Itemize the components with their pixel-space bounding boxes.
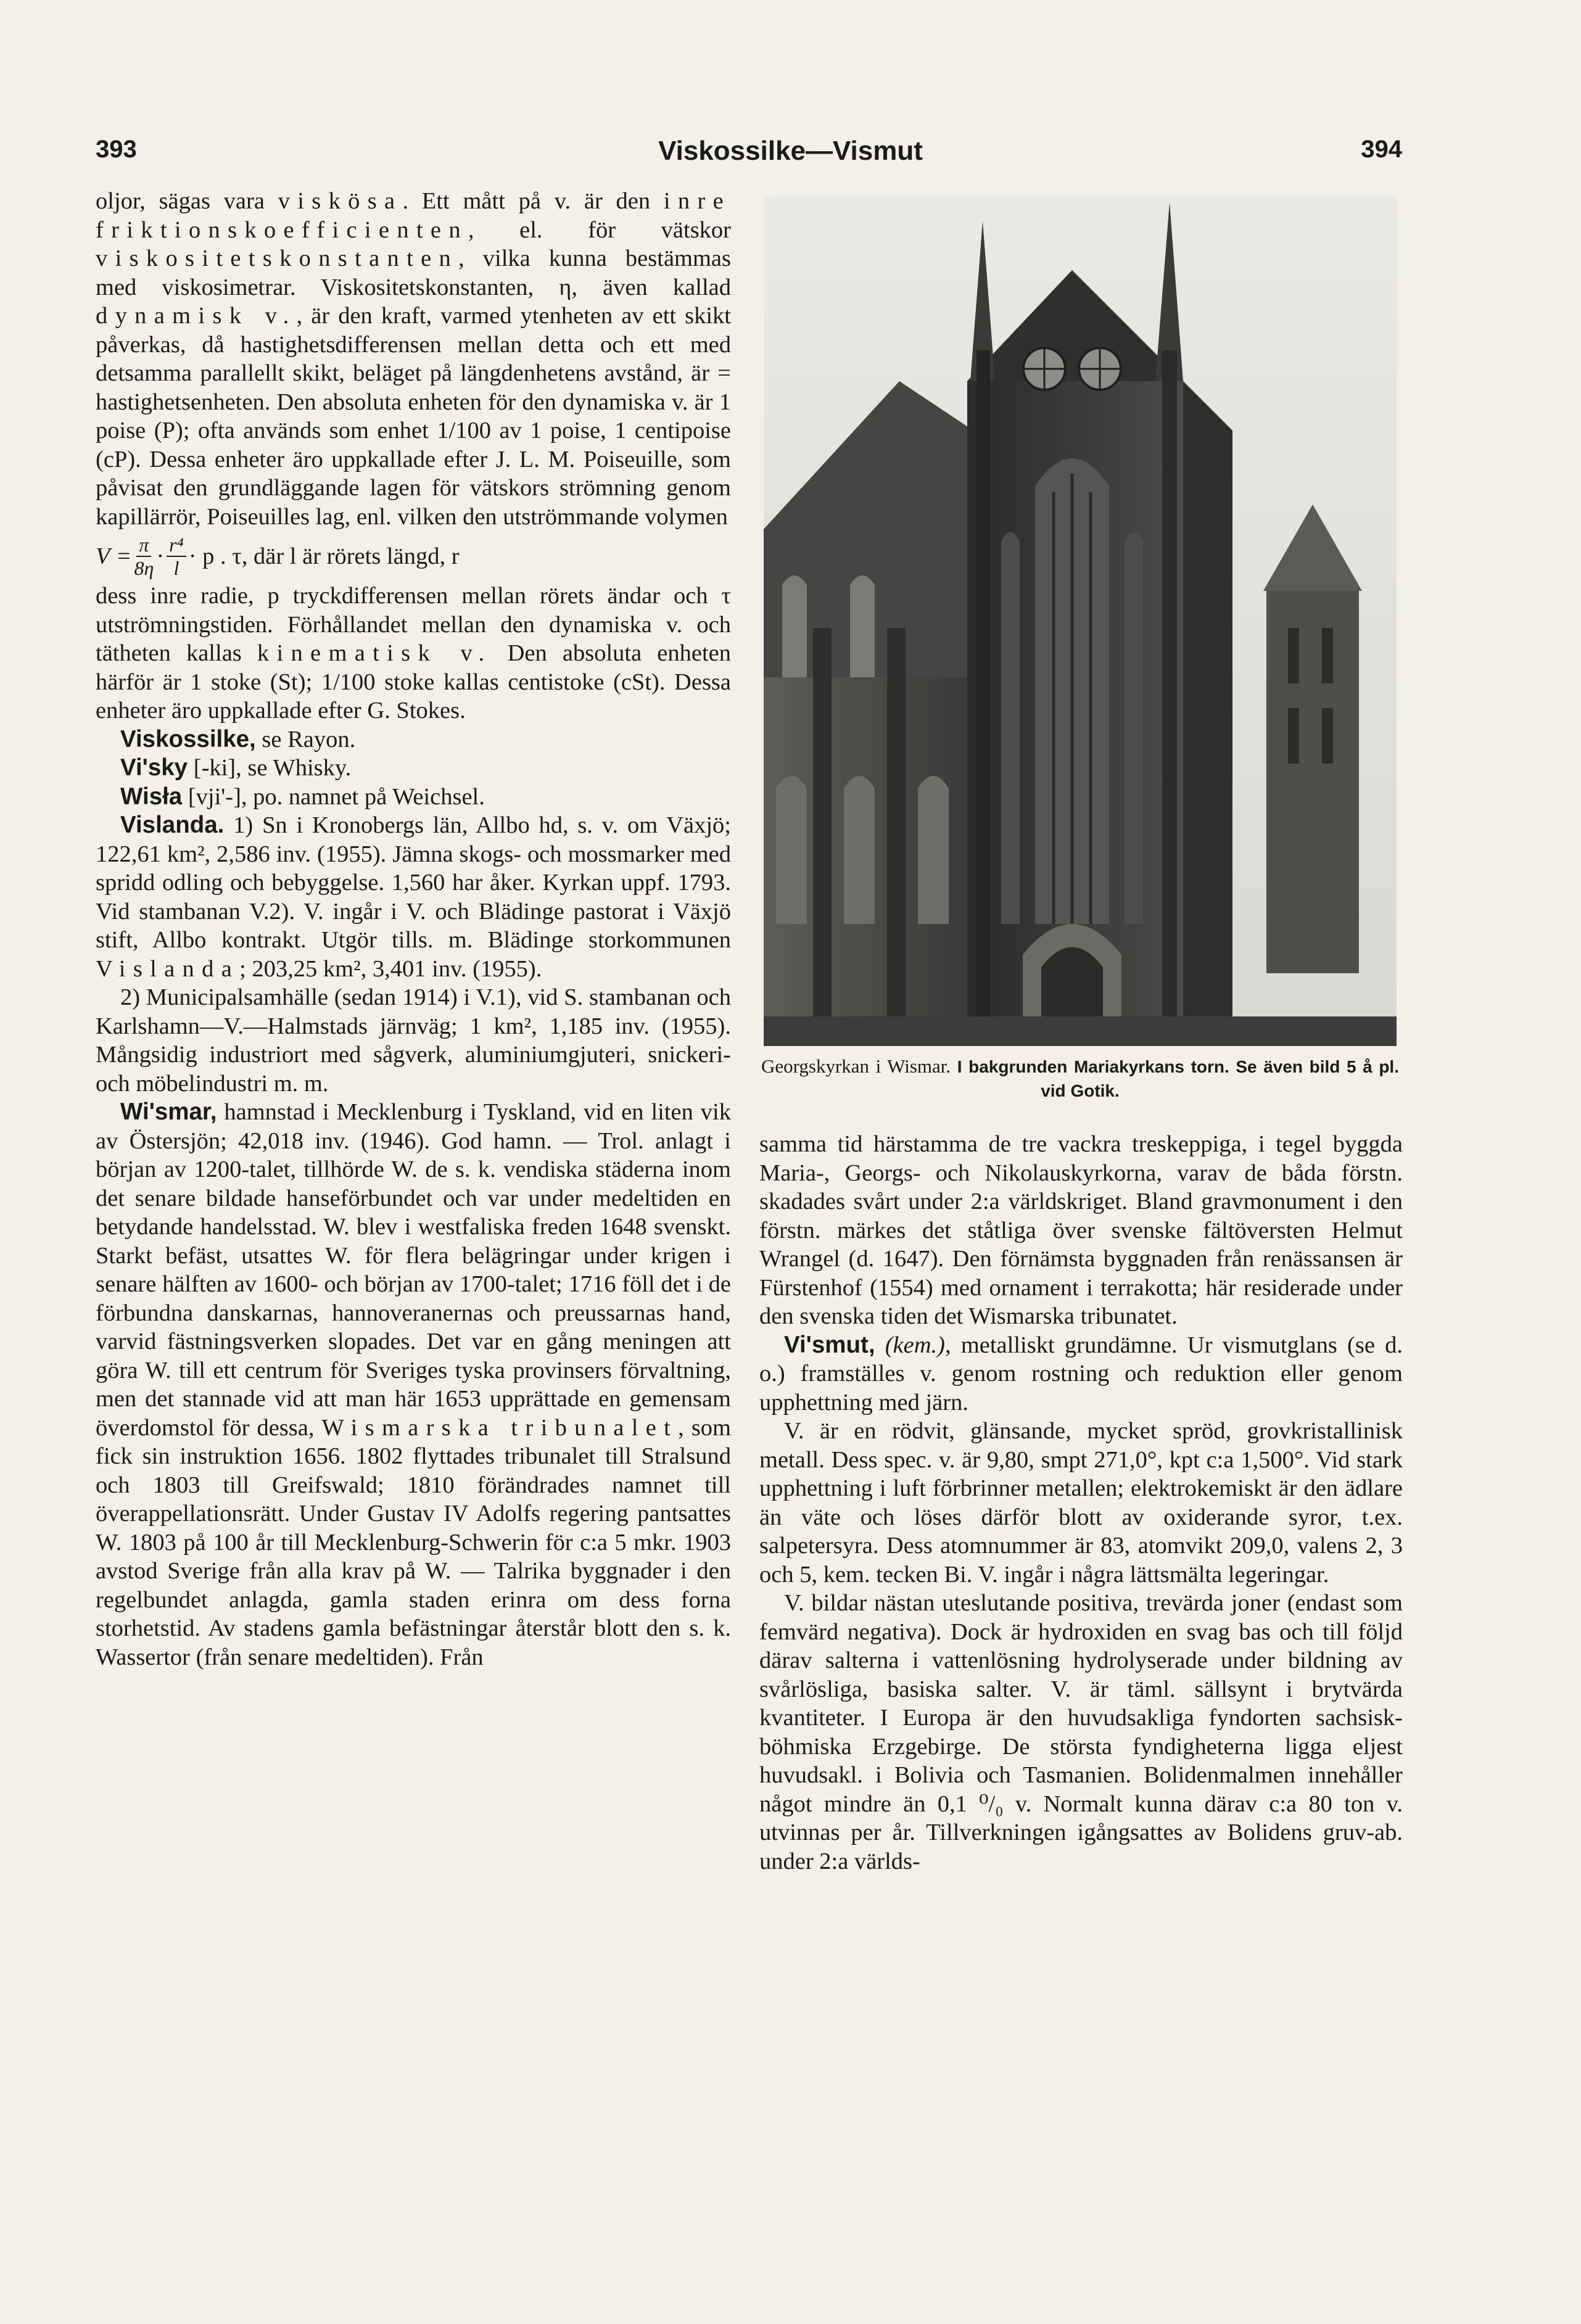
fraction-pi-8eta: $\frac{\pi}{8\eta}$ — [134, 534, 154, 579]
running-header — [0, 136, 1581, 179]
entry-wismar: Wi'smar, hamnstad i Mecklenburg i Tyskland, vid en liten vik av Östersjön; 42,018 inv. (1946). God hamn. — Trol. anlagt i början av 1200-talet, tillhörde W. de s. k. vendiska städerna inom det senare bildade hanseförbundet och var under medeltiden en betydande handelsstad. W. blev i westfaliska freden 1648 svenskt. Starkt befäst, utsattes W. för flera belägringar under krigen i senare hälften av 1600- och början av 1700-talet; 1716 föll det i de förbundna danskarnas, hannoveranernas och preussarnas hand, varvid fästningsverken slopades. Det var en gång meningen att göra W. till ett centrum för Sveriges tyska provinsers förvaltning, men det stannade vid att man här 1653 upprättade en gemensam överdomstol för dessa, Wismarska tribunalet, som fick sin instruktion 1656. 1802 flyttades tribunalet till Stralsund och 1803 till Greifswald; 1810 förändrades namnet till överappellationsrätt. Under Gustav IV Adolfs regering pantsattes W. 1803 på 100 år till Mecklenburg-Schwerin för c:a 5 mkr. 1903 avstod Sverige från alla krav på W. — Talrika byggnader i den regelbundet anlagda, gamla staden erinra om dess forna storhetstid. Av stadens gamla befästningar återstår blott den s. k. Wassertor (från senare medeltiden). Från — [96, 1098, 732, 1670]
photo-caption: Georgskyrkan i Wismar. I bakgrunden Mariakyrkans torn. Se även bild 5 å pl. vid Gotik. — [761, 1055, 1399, 1100]
entry-wisla: Wisła [vji'-], po. namnet på Weichsel. — [120, 783, 485, 810]
church-photograph — [764, 196, 1397, 1046]
vismut-chemistry: V. bildar nästan uteslutande positiva, trevärda joner (endast som femvärd negativa). Dock är hydroxiden en svag bas och till följd därav salterna i vattenlösning hydrolyserade under bildning av svårlösliga, basiska salter. V. är täml. sällsynt i brytvärda kvantiteter. I Europa är den huvudsakliga fyndorten sachsisk-böhmiska Erzgebirge. De största fyndigheterna ligga eljest huvudsakl. i Bolivia och Tasmanien. Bolidenmalmen innehåller något mindre än 0,1 ⁰/₀ v. Normalt kunna därav c:a 80 ton v. utvinnas per år. Tillverkningen igångsattes av Bolidens gruv-ab. under 2:a världs- — [759, 1590, 1403, 1874]
entry-vislanda: Vislanda. 1) Sn i Kronobergs län, Allbo hd, s. v. om Växjö; 122,61 km², 2,586 inv. (1955). Jämna skogs- och mossmarker med spridd odling och bebyggelse. 1,560 har åker. Kyrkan uppf. 1793. Vid stambanan V.2). V. ingår i V. och Blädinge pastorat i Växjö stift, Allbo kontrakt. Utgör tills. m. Blädinge storkommunen Vislanda; 203,25 km², 3,401 inv. (1955). — [96, 812, 731, 982]
entry-vislanda-part2: 2) Municipalsamhälle (sedan 1914) i V.1), vid S. stambanan och Karlshamn—V.—Halmstads järnväg; 1 km², 1,185 inv. (1955). Mångsidig industriort med sågverk, aluminiumgjuteri, snickeri- och möbelindustri m. m. — [96, 984, 731, 1097]
running-title: Viskossilke—Vismut — [658, 136, 923, 166]
viskositet-paragraph-continued: dess inre radie, p tryckdifferensen mellan rörets ändar och τ utströmningstiden. Förhållandet mellan den dynamiska v. och tätheten kallas kinematisk v. Den absoluta enheten härför är 1 stoke (St); 1/100 stoke kallas centistoke (cSt). Dessa enheter äro uppkallade efter G. Stokes. — [96, 583, 732, 723]
poiseuille-formula: V = $\frac{\pi}{8\eta}$ · $\frac{\text{r⁴}}{l}$ · p . τ, där l är rörets längd, r — [96, 534, 460, 579]
fraction-r4-l: $\frac{\text{r⁴}}{l}$ — [167, 534, 186, 579]
wismar-continued: samma tid härstamma de tre vackra treskeppiga, i tegel byggda Maria-, Georgs- och Nikolauskyrkorna, varav de båda förstn. skadades svårt under 2:a världskriget. Bland gravmonument i den förstn. märkes det ståtliga över svenske fältöversten Helmut Wrangel (d. 1647). Den förnämsta byggnaden från renässansen är Fürstenhof (1554) med ornament i terrakotta; här residerade under den svenska tiden det Wismarska tribunatet. — [759, 1131, 1403, 1329]
entry-visky: Vi'sky [-ki], se Whisky. — [120, 754, 352, 781]
page-number-left: 393 — [96, 136, 137, 163]
page-number-right: 394 — [1361, 136, 1402, 163]
right-column — [759, 1130, 1403, 1876]
entry-vismut: Vi'smut, (kem.), metalliskt grundämne. Ur vismutglans (se d. o.) framställes v. genom rostning och reduktion eller genom upphettning med järn. — [759, 1331, 1403, 1415]
entry-viskossilke: Viskossilke, se Rayon. — [120, 725, 356, 752]
left-column — [96, 187, 731, 1671]
vismut-properties: V. är en rödvit, glänsande, mycket spröd, grovkristallinisk metall. Dess spec. v. är 9,80, smpt 271,0°, kpt c:a 1,500°. Vid stark upphettning i luft förbrinner metallen; elektrokemiskt är den ädlare än väte och löses därför blott av oxiderande syror, t.ex. salpetersyra. Dess atomnummer är 83, atomvikt 209,0, valens 2, 3 och 5, kem. tecken Bi. V. ingår i några lättsmälta legeringar. — [759, 1418, 1403, 1588]
viskositet-paragraph: oljor, sägas vara viskösa. Ett mått på v. är den inre friktionskoefficienten, el. för vätskor viskositetskonstanten, vilka kunna bestämmas med viskosimetrar. Viskositetskonstanten, η, även kallad dynamisk v., är den kraft, varmed ytenheten av ett skikt påverkas, då hastighetsdifferensen mellan detta och ett med detsamma parallellt skikt, beläget på längdenhetens avstånd, är = hastighetsenheten. Den absoluta enheten för den dynamiska v. är 1 poise (P); ofta används som enhet 1/100 av 1 poise, 1 centipoise (cP). Dessa enheter äro uppkallade efter J. L. M. Poiseuille, som påvisat den grundläggande lagen för vätskors strömning genom kapillärrör, Poiseuilles lag, enl. vilken den utströmmande volymen — [96, 188, 731, 530]
georgskyrkan-photo — [764, 196, 1397, 1046]
